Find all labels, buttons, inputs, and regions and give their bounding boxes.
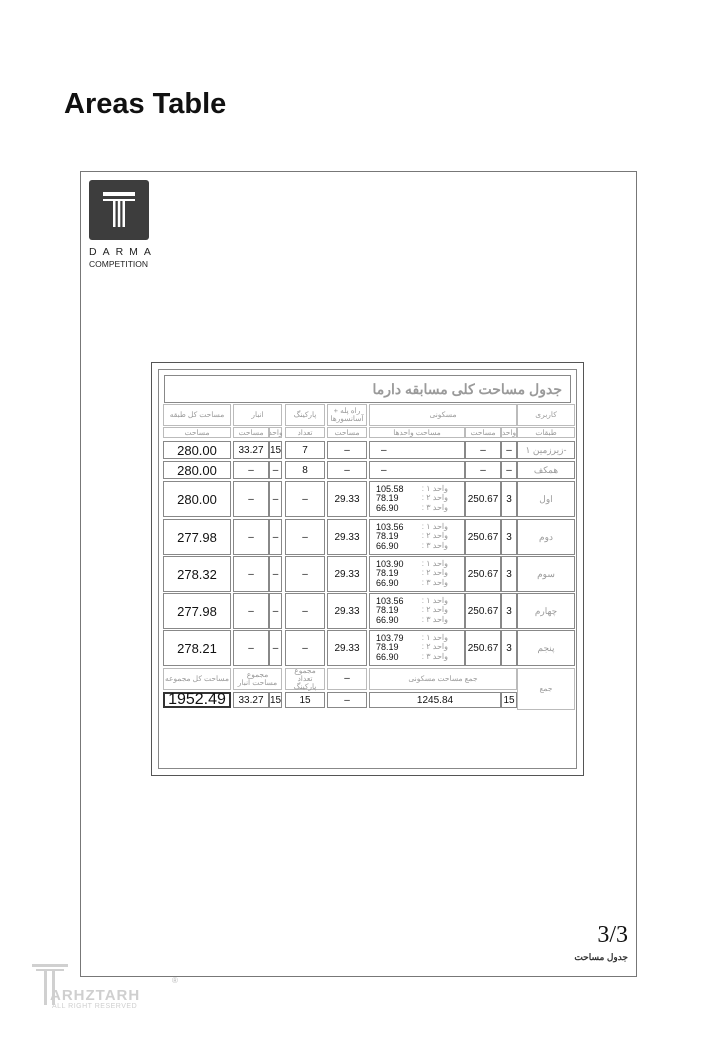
- table-row-storage-count: –: [269, 519, 282, 555]
- unit-area-value: –: [381, 464, 387, 476]
- table-row-storage-count: –: [269, 630, 282, 666]
- unit-label: واحد ۳ :: [421, 614, 448, 624]
- unit-area-value: 103.90: [376, 558, 404, 569]
- unit-area-line: [376, 616, 448, 625]
- table-row-unit-areas: [369, 441, 465, 459]
- table-row-parking: –: [285, 481, 325, 517]
- unit-area-line: [376, 542, 448, 551]
- totals-stair: –: [327, 692, 367, 708]
- table-row-stair: 29.33: [327, 519, 367, 555]
- unit-area-value: 103.56: [376, 521, 404, 532]
- totals-res-label: جمع مساحت مسکونی: [369, 668, 517, 690]
- areas-table: [151, 362, 584, 776]
- table-row-stair: 29.33: [327, 630, 367, 666]
- header-unit-area: مساحت واحدها: [369, 427, 465, 438]
- totals-storage-count: 15: [269, 692, 282, 708]
- unit-area-value: 78.19: [376, 493, 399, 504]
- header-floor-total: مساحت کل طبقه: [163, 404, 231, 426]
- totals-units: 15: [501, 692, 517, 708]
- table-row-parking: –: [285, 519, 325, 555]
- unit-area-value: 78.19: [376, 531, 399, 542]
- totals-stair-header: –: [327, 668, 367, 690]
- table-row-storage-count: 15: [269, 441, 282, 459]
- table-row-res-area: –: [465, 441, 501, 459]
- table-row-units: 3: [501, 630, 517, 666]
- table-row-unit-areas: [369, 630, 465, 666]
- header-storage-area: مساحت: [233, 427, 269, 438]
- table-row-stair: 29.33: [327, 593, 367, 629]
- table-row-storage-area: –: [233, 556, 269, 592]
- table-row-storage-area: –: [233, 461, 269, 479]
- unit-area-line: [376, 579, 448, 588]
- table-row-storage-count: –: [269, 556, 282, 592]
- header-area: مساحت: [465, 427, 501, 438]
- header-floors: طبقات: [517, 427, 575, 438]
- page-caption: جدول مساحت: [574, 952, 628, 962]
- header-unit: واحد: [501, 427, 517, 437]
- table-row-unit-areas: [369, 593, 465, 629]
- table-row-storage-count: –: [269, 593, 282, 629]
- table-row-res-area: 250.67: [465, 593, 501, 629]
- unit-label: واحد ۳ :: [421, 502, 448, 512]
- table-row-total: 278.32: [163, 556, 231, 592]
- table-row-total: 277.98: [163, 519, 231, 555]
- table-row-storage-area: 33.27: [233, 441, 269, 459]
- logo-subtitle: COMPETITION: [89, 259, 149, 269]
- unit-label: واحد ۲ :: [421, 605, 448, 615]
- unit-area-value: 78.19: [376, 642, 399, 653]
- table-row-res-area: 250.67: [465, 630, 501, 666]
- logo-name: DARMA: [89, 246, 157, 258]
- unit-area-value: 66.90: [376, 577, 399, 588]
- table-row-unit-areas: [369, 481, 465, 517]
- table-row-parking: –: [285, 593, 325, 629]
- table-row-floor: پنجم: [517, 630, 575, 666]
- totals-grand-label: مساحت کل مجموعه: [163, 668, 231, 690]
- unit-area-value: 66.90: [376, 502, 399, 513]
- table-row-stair: –: [327, 461, 367, 479]
- unit-label: واحد ۲ :: [421, 568, 448, 578]
- table-row-res-area: 250.67: [465, 481, 501, 517]
- table-row-total: 277.98: [163, 593, 231, 629]
- unit-area-value: 78.19: [376, 605, 399, 616]
- unit-label: واحد ۳ :: [421, 651, 448, 661]
- table-row-stair: 29.33: [327, 481, 367, 517]
- table-row-floor: چهارم: [517, 593, 575, 629]
- unit-label: واحد ۱ :: [421, 595, 448, 605]
- header-parking: پارکینگ: [285, 404, 325, 426]
- table-row-floor: اول: [517, 481, 575, 517]
- table-row-storage-area: –: [233, 630, 269, 666]
- table-row-floor: زیرزمین ۱-: [517, 441, 575, 459]
- table-row-parking: –: [285, 556, 325, 592]
- unit-label: واحد ۲ :: [421, 531, 448, 541]
- table-row-units: 3: [501, 481, 517, 517]
- header-residential: مسکونی: [369, 404, 517, 426]
- unit-label: واحد ۲ :: [421, 493, 448, 503]
- table-row-units: 3: [501, 519, 517, 555]
- table-row-storage-count: –: [269, 481, 282, 517]
- totals-storage-label: مجموع مساحت انبار: [233, 668, 282, 690]
- totals-parking-label: مجموع تعداد پارکینگ: [285, 668, 325, 690]
- unit-label: واحد ۳ :: [421, 577, 448, 587]
- table-row-floor: دوم: [517, 519, 575, 555]
- table-row-total: 278.21: [163, 630, 231, 666]
- unit-label: واحد ۲ :: [421, 642, 448, 652]
- table-row-storage-area: –: [233, 519, 269, 555]
- table-row-parking: 7: [285, 441, 325, 459]
- table-row-units: 3: [501, 556, 517, 592]
- watermark-subtext: ALL RIGHT RESERVED: [52, 1003, 138, 1010]
- unit-label: واحد ۱ :: [421, 558, 448, 568]
- header-floor-total-area: مساحت: [163, 427, 231, 438]
- table-row-total: 280.00: [163, 481, 231, 517]
- table-row-stair: 29.33: [327, 556, 367, 592]
- unit-area-value: 66.90: [376, 614, 399, 625]
- table-row-units: –: [501, 461, 517, 479]
- unit-label: واحد ۳ :: [421, 540, 448, 550]
- unit-label: واحد ۱ :: [421, 483, 448, 493]
- unit-area-value: 105.58: [376, 483, 404, 494]
- table-row-total: 280.00: [163, 461, 231, 479]
- unit-area-line: [376, 653, 448, 662]
- page-title: Areas Table: [64, 88, 227, 120]
- unit-area-value: 103.79: [376, 632, 404, 643]
- table-row-units: 3: [501, 593, 517, 629]
- unit-area-line: [381, 445, 453, 456]
- table-row-res-area: –: [465, 461, 501, 479]
- unit-area-value: –: [381, 444, 387, 456]
- table-row-floor: همکف: [517, 461, 575, 479]
- header-storage-count: واحد: [268, 427, 283, 437]
- table-row-parking: –: [285, 630, 325, 666]
- watermark-text: ARHZTARH: [50, 987, 141, 1004]
- header-storage: انبار: [233, 404, 282, 426]
- darma-logo: [88, 180, 168, 269]
- unit-label: واحد ۱ :: [421, 632, 448, 642]
- totals-res-area: 1245.84: [369, 692, 501, 708]
- table-row-unit-areas: [369, 556, 465, 592]
- page-number: 3/3: [597, 922, 628, 948]
- unit-area-value: 103.56: [376, 595, 404, 606]
- unit-area-line: [376, 504, 448, 513]
- table-row-unit-areas: [369, 461, 465, 479]
- column-logo-icon: [89, 180, 149, 240]
- grand-total: 1952.49: [163, 692, 231, 708]
- table-row-storage-area: –: [233, 481, 269, 517]
- unit-label: واحد ۱ :: [421, 521, 448, 531]
- table-row-storage-area: –: [233, 593, 269, 629]
- table-row-storage-count: –: [269, 461, 282, 479]
- table-row-unit-areas: [369, 519, 465, 555]
- document-sheet: [80, 171, 637, 977]
- header-parking-count: تعداد: [285, 427, 325, 438]
- registered-mark: ®: [172, 976, 178, 985]
- table-row-units: –: [501, 441, 517, 459]
- watermark: [30, 962, 180, 1012]
- unit-area-value: 66.90: [376, 651, 399, 662]
- table-row-parking: 8: [285, 461, 325, 479]
- table-row-res-area: 250.67: [465, 556, 501, 592]
- unit-area-value: 66.90: [376, 540, 399, 551]
- table-row-res-area: 250.67: [465, 519, 501, 555]
- header-stair-area: مساحت: [327, 427, 367, 438]
- table-row-stair: –: [327, 441, 367, 459]
- table-row-total: 280.00: [163, 441, 231, 459]
- header-stair: راه پله + آسانسورها: [327, 404, 367, 426]
- unit-area-value: 78.19: [376, 568, 399, 579]
- totals-storage-area: 33.27: [233, 692, 269, 708]
- unit-area-line: [381, 465, 453, 476]
- table-title: جدول مساحت کلی مسابقه دارما: [164, 375, 571, 403]
- areas-table-grid: [158, 369, 577, 769]
- table-row-floor: سوم: [517, 556, 575, 592]
- totals-label: جمع: [517, 668, 575, 710]
- totals-parking: 15: [285, 692, 325, 708]
- header-usage: کاربری: [517, 404, 575, 426]
